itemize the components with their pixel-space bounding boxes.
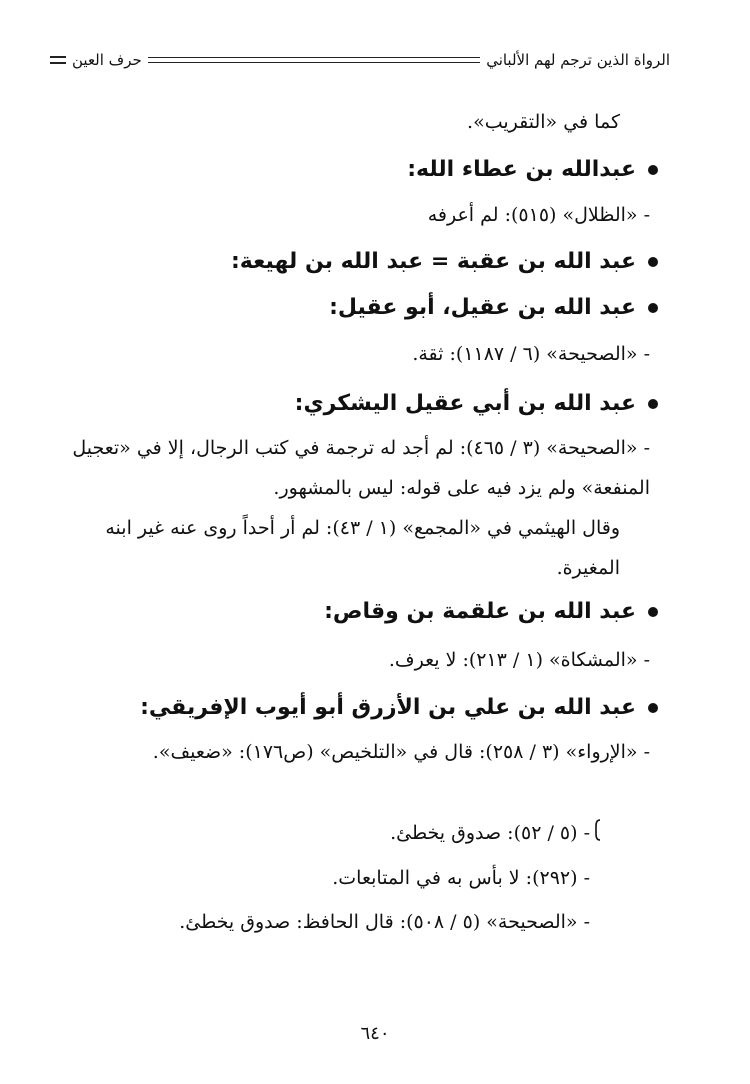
- entry-heading-text: عبد الله بن أبي عقيل اليشكري:: [294, 391, 636, 416]
- header-double-dash: [50, 56, 66, 64]
- entry-heading-text: عبد الله بن عقبة = عبد الله بن لهيعة:: [230, 249, 636, 274]
- entry-heading-text: عبد الله بن علقمة بن وقاص:: [324, 599, 636, 624]
- entry-heading: [295, 390, 658, 418]
- header-rule: [148, 57, 480, 63]
- brace-mark: [594, 818, 602, 842]
- bullet-icon: [648, 399, 658, 409]
- page-number: ٦٤٠: [360, 1023, 390, 1044]
- entry-heading: [407, 156, 658, 184]
- text-paragraph: - «الإرواء» (٣ / ٢٥٨): قال في «التلخيص» (ص١٧٦): «ضعيف».: [152, 741, 650, 763]
- running-header: [50, 48, 670, 72]
- text-line: - (٢٩٢): لا بأس به في المتابعات.: [332, 867, 590, 889]
- entry-heading: [324, 598, 658, 626]
- entry-heading-text: عبدالله بن عطاء الله:: [407, 157, 636, 182]
- bullet-icon: [648, 303, 658, 313]
- text-line: - «الصحيحة» (٥ / ٥٠٨): قال الحافظ: صدوق يخطئ.: [179, 911, 590, 933]
- text-line: - (٥ / ٥٢): صدوق يخطئ.: [390, 822, 590, 844]
- text-line: - «الظلال» (٥١٥): لم أعرفه: [427, 204, 650, 226]
- bullet-icon: [648, 165, 658, 175]
- entry-heading: [329, 294, 658, 322]
- bullet-icon: [648, 257, 658, 267]
- text-paragraph: وقال الهيثمي في «المجمع» (١ / ٤٣): لم أر أحداً روى عنه غير ابنه المغيرة.: [105, 517, 620, 579]
- header-book-title: الرواة الذين ترجم لهم الألباني: [486, 51, 670, 69]
- text-line: - «المشكاة» (١ / ٢١٣): لا يعرف.: [388, 649, 650, 671]
- header-section: حرف العين: [72, 51, 142, 69]
- entry-heading: [231, 248, 658, 276]
- text-line: كما في «التقريب».: [467, 111, 620, 133]
- entry-heading-text: عبد الله بن عقيل، أبو عقيل:: [329, 295, 636, 320]
- text-paragraph: - «الصحيحة» (٣ / ٤٦٥): لم أجد له ترجمة في كتب الرجال، إلا في «تعجيل المنفعة» ولم يزد فيه على قوله: ليس بالمشهور.: [72, 437, 650, 499]
- entry-heading-text: عبد الله بن علي بن الأزرق أبو أيوب الإفريقي:: [140, 695, 636, 720]
- entry-heading: [140, 694, 658, 722]
- text-line: - «الصحيحة» (٦ / ١١٨٧): ثقة.: [412, 343, 650, 365]
- bullet-icon: [648, 607, 658, 617]
- bullet-icon: [648, 703, 658, 713]
